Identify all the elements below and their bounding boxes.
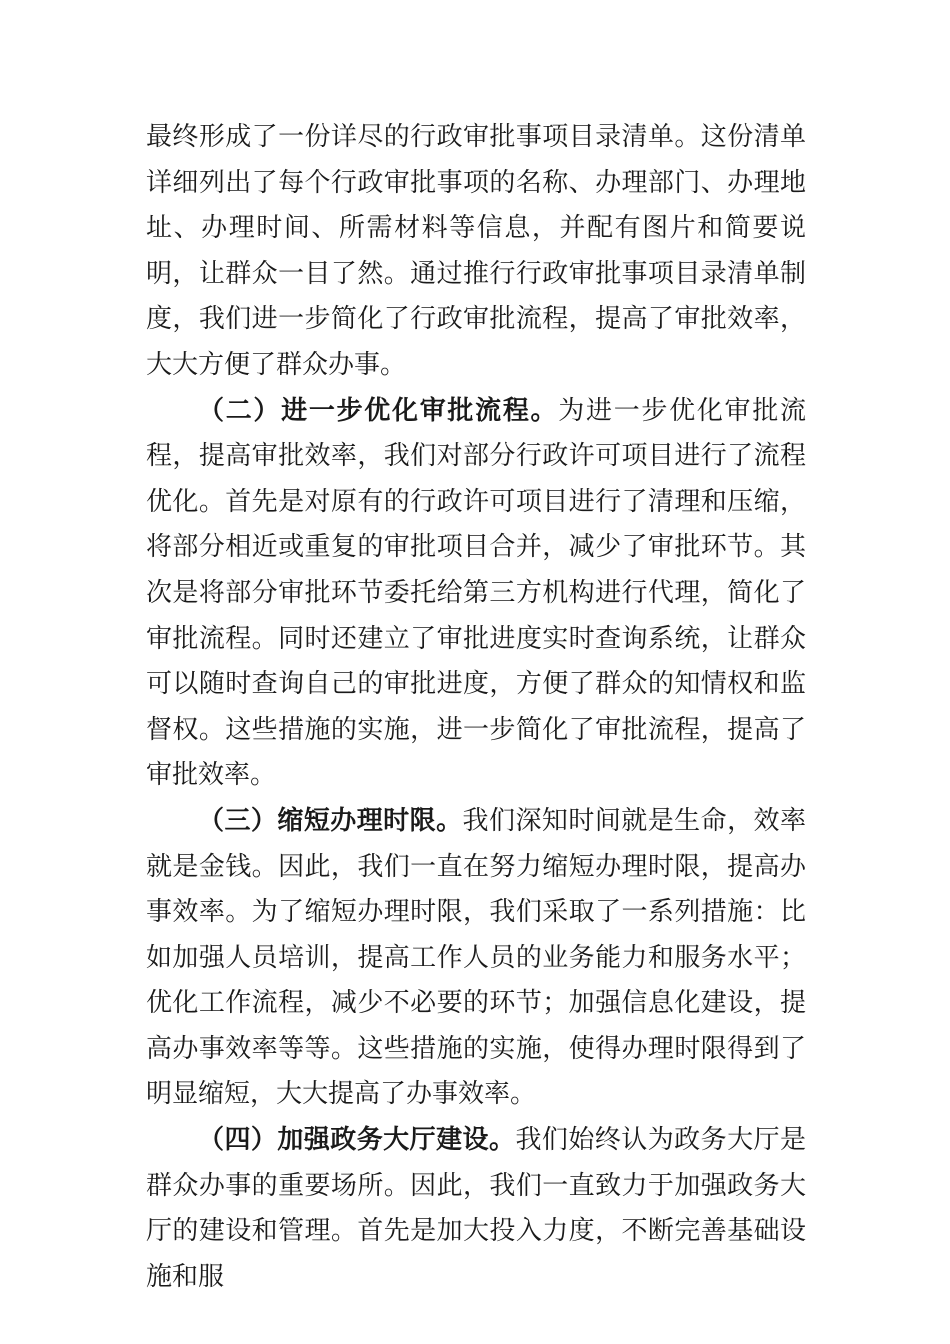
paragraph-service-hall <box>146 1118 806 1300</box>
paragraph-body: 为进一步优化审批流程，提高审批效率，我们对部分行政许可项目进行了流程优化。首先是对原有的行政许可项目进行了清理和压缩，将部分相近或重复的审批项目合并，减少了审批环节。其次是将部分审批环节委托给第三方机构进行代理，简化了审批流程。同时还建立了审批进度实时查询系统，让群众可以随时查询自己的审批进度，方便了群众的知情权和监督权。这些措施的实施，进一步简化了审批流程，提高了审批效率。 <box>146 395 806 791</box>
paragraph-optimize-approval <box>146 389 806 799</box>
section-heading: （三）缩短办理时限。 <box>198 805 463 836</box>
section-heading: （四）加强政务大厅建设。 <box>198 1125 516 1156</box>
document-page <box>146 115 806 1300</box>
paragraph-body: 最终形成了一份详尽的行政审批事项目录清单。这份清单详细列出了每个行政审批事项的名称、办理部门、办理地址、办理时间、所需材料等信息，并配有图片和简要说明，让群众一目了然。通过推行行政审批事项目录清单制度，我们进一步简化了行政审批流程，提高了审批效率，大大方便了群众办事。 <box>146 122 806 380</box>
paragraph-body: 我们深知时间就是生命，效率就是金钱。因此，我们一直在努力缩短办理时限，提高办事效率。为了缩短办理时限，我们采取了一系列措施：比如加强人员培训，提高工作人员的业务能力和服务水平；优化工作流程，减少不必要的环节；加强信息化建设，提高办事效率等等。这些措施的实施，使得办理时限得到了明显缩短，大大提高了办事效率。 <box>146 805 806 1110</box>
paragraph-body: 我们始终认为政务大厅是群众办事的重要场所。因此，我们一直致力于加强政务大厅的建设和管理。首先是加大投入力度，不断完善基础设施和服 <box>146 1125 806 1292</box>
paragraph-continued <box>146 115 806 389</box>
paragraph-shorten-time <box>146 799 806 1118</box>
section-heading: （二）进一步优化审批流程。 <box>198 395 559 426</box>
